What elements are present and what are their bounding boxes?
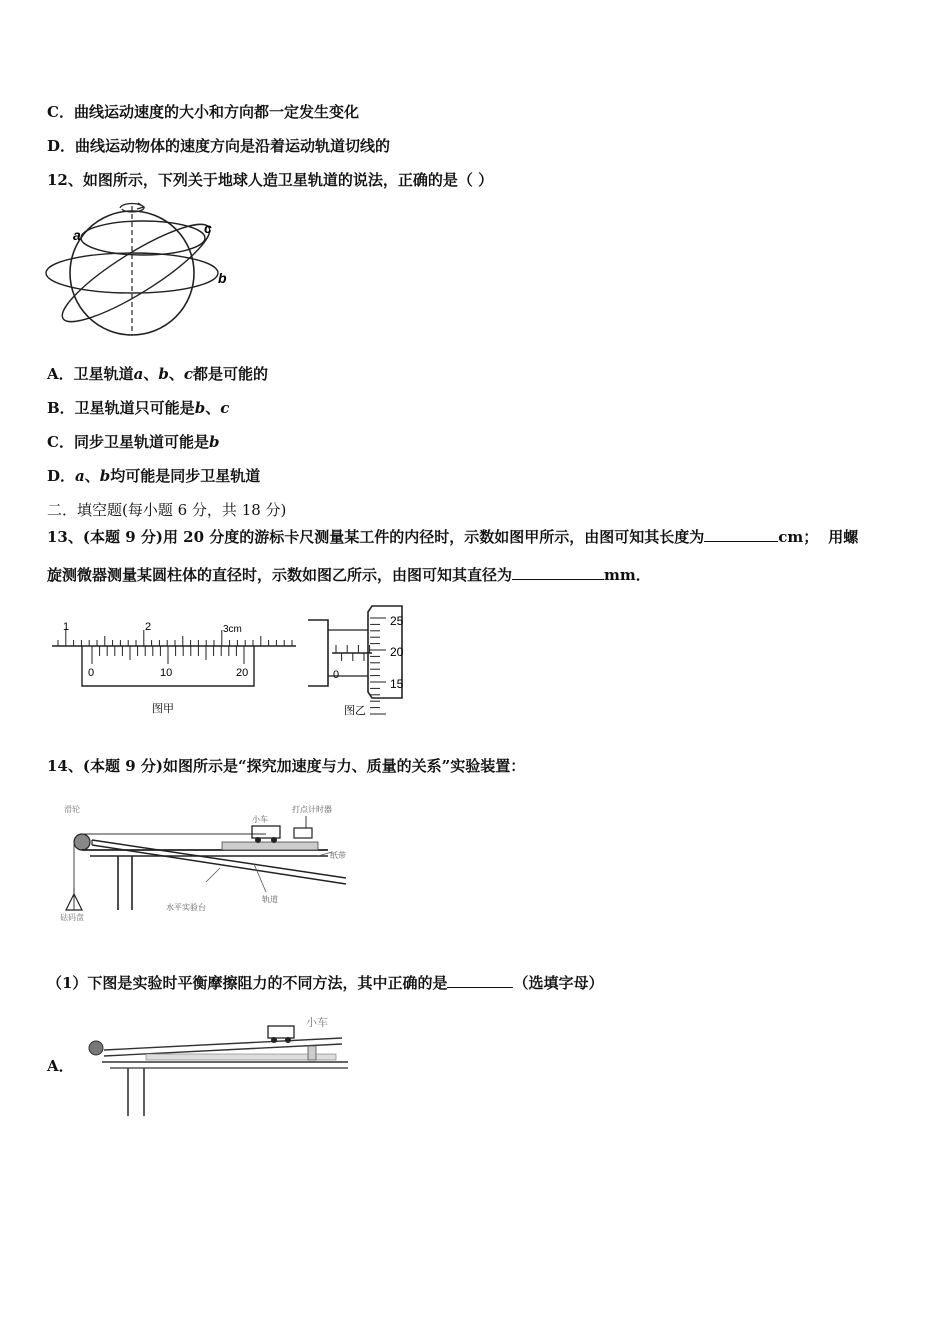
vernier-label-10: 10 [160, 667, 173, 679]
q11-option-d: D．曲线运动物体的速度方向是沿着运动轨道切线的 [47, 137, 391, 155]
q13-answer-blank-mm[interactable] [512, 564, 604, 580]
q13-answer-blank-cm[interactable] [704, 526, 778, 542]
label-table: 水平实验台 [166, 903, 206, 912]
label-tape: 纸带 [330, 851, 346, 860]
acceleration-experiment-figure [56, 798, 356, 923]
label-timer: 打点计时器 [292, 805, 332, 814]
label-track: 轨道 [262, 895, 278, 904]
orbit-label-a: a [73, 227, 81, 243]
q14-stem: 14、(本题 9 分)如图所示是“探究加速度与力、质量的关系”实验装置： [47, 757, 526, 775]
q11-option-c: C．曲线运动速度的大小和方向都一定发生变化 [47, 103, 359, 121]
thimble-label-25: 25 [390, 614, 404, 628]
label-cart: 小车 [252, 815, 268, 824]
orbit-label-c: c [204, 220, 212, 236]
q12-option-d: D．a、b均可能是同步卫星轨道 [47, 467, 261, 485]
satellite-orbit-figure [40, 200, 240, 340]
q12-option-c: C．同步卫星轨道可能是b [47, 433, 220, 451]
q13-line-2: 旋测微器测量某圆柱体的直径时，示数如图乙所示，由图可知其直径为 mm． [47, 566, 651, 584]
thimble-label-15: 15 [390, 677, 404, 691]
q13-line-1: 13、(本题 9 分)用 20 分度的游标卡尺测量某工件的内径时，示数如图甲所示，由图可知其长度为 cm； 用螺 [47, 528, 859, 546]
thimble-label-20: 20 [390, 645, 404, 659]
main-scale-label-2: 2 [145, 621, 152, 633]
vernier-label-0: 0 [88, 667, 95, 679]
q14-answer-blank[interactable] [447, 972, 513, 988]
label-cart-a: 小车 [306, 1017, 328, 1029]
sleeve-label-0: 0 [333, 669, 340, 681]
caption-fig-jia: 图甲 [152, 703, 174, 715]
friction-method-a-figure [86, 1010, 356, 1122]
vernier-label-20: 20 [236, 667, 249, 679]
orbit-label-b: b [218, 270, 227, 286]
micrometer-figure [300, 600, 450, 720]
main-scale-label-1: 1 [63, 621, 70, 633]
section-heading-fill-in: 二．填空题(每小题 6 分，共 18 分) [47, 501, 287, 519]
q12-option-a: A．卫星轨道a、b、c都是可能的 [47, 365, 269, 383]
vernier-caliper-figure [46, 612, 300, 720]
q12-stem: 12、如图所示，下列关于地球人造卫星轨道的说法，正确的是（ ） [47, 171, 494, 189]
caption-fig-yi: 图乙 [344, 705, 366, 717]
q14-sub-question-1: （1）下图是实验时平衡摩擦阻力的不同方法，其中正确的是 （选填字母） [47, 974, 604, 992]
label-pulley: 滑轮 [64, 805, 80, 814]
q12-option-b: B．卫星轨道只可能是b、c [47, 399, 230, 417]
q14-option-a-label: A． [47, 1057, 74, 1075]
main-scale-label-3cm: 3cm [223, 624, 242, 635]
label-weight: 砝码盘 [60, 913, 84, 922]
